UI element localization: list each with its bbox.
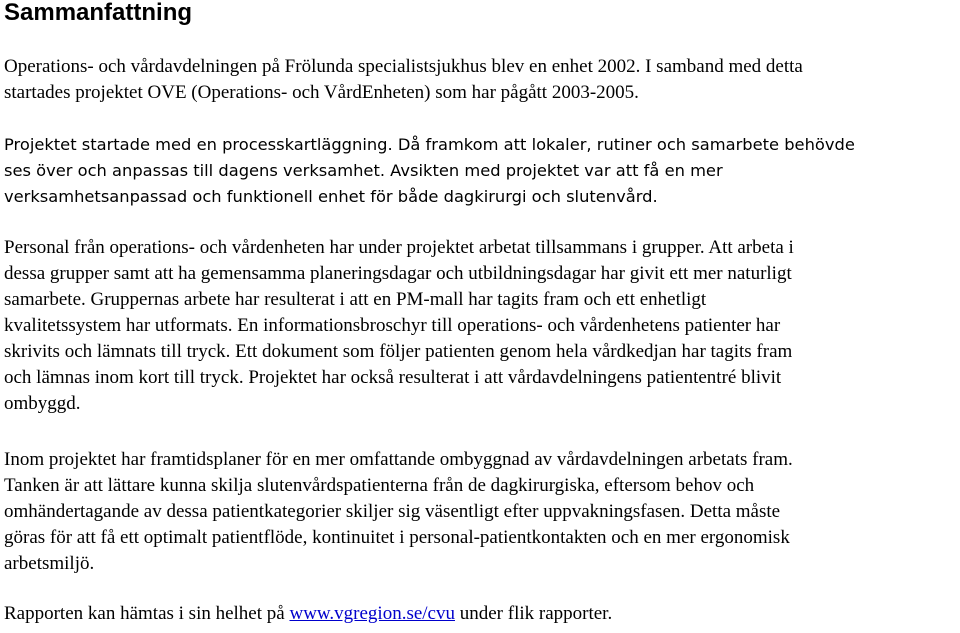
paragraph-line: skrivits och lämnats till tryck. Ett dokument som följer patienten genom hela vårdkedjan har tagits fram — [4, 341, 793, 362]
page-title: Sammanfattning — [4, 0, 193, 26]
paragraph-line: startades projektet OVE (Operations- och VårdEnheten) som har pågått 2003-2005. — [4, 82, 639, 103]
paragraph-line: dessa grupper samt att ha gemensamma planeringsdagar och utbildningsdagar har givit ett mer naturligt — [4, 263, 792, 284]
footer-paragraph — [4, 601, 956, 627]
paragraph-line: Inom projektet har framtidsplaner för en mer omfattande ombyggnad av vårdavdelningen arbetats fram. — [4, 449, 793, 470]
paragraph-2 — [4, 132, 956, 210]
footer-text-before-link: Rapporten kan hämtas i sin helhet på — [4, 603, 290, 624]
report-link[interactable]: www.vgregion.se/cvu — [289, 603, 455, 624]
paragraph-line: verksamhetsanpassad och funktionell enhet för både dagkirurgi och slutenvård. — [4, 187, 658, 206]
footer-text-after-link: under flik rapporter. — [454, 603, 613, 624]
paragraph-line: göras för att få ett optimalt patientflöde, kontinuitet i personal-patientkontakten och en mer ergonomisk — [4, 527, 790, 548]
paragraph-line: arbetsmiljö. — [4, 553, 95, 574]
paragraph-line: Personal från operations- och vårdenheten har under projektet arbetat tillsammans i grupper. Att arbeta i — [4, 237, 794, 258]
paragraph-line: Tanken är att lättare kunna skilja slutenvårdspatienterna från de dagkirurgiska, eftersom behov och — [4, 475, 755, 496]
paragraph-line: omhändertagande av dessa patientkategorier skiljer sig väsentligt efter uppvakningsfasen. Detta måste — [4, 501, 781, 522]
paragraph-line: och lämnas inom kort till tryck. Projektet har också resulterat i att vårdavdelningens patiententré blivit — [4, 367, 782, 388]
paragraph-4 — [4, 447, 956, 577]
paragraph-line: Operations- och vårdavdelningen på Frölunda specialistsjukhus blev en enhet 2002. I samband med detta — [4, 56, 803, 77]
paragraph-line: Projektet startade med en processkartläggning. Då framkom att lokaler, rutiner och samarbete behövde — [4, 135, 855, 154]
paragraph-1 — [4, 54, 956, 106]
paragraph-3 — [4, 235, 956, 417]
paragraph-line: ombyggd. — [4, 393, 81, 414]
paragraph-line: samarbete. Gruppernas arbete har resulterat i att en PM-mall har tagits fram och ett enhetligt — [4, 289, 707, 310]
footer-line — [4, 601, 956, 627]
paragraph-line: ses över och anpassas till dagens verksamhet. Avsikten med projektet var att få en mer — [4, 161, 723, 180]
paragraph-line: kvalitetssystem har utformats. En informationsbroschyr till operations- och vårdenhetens patienter har — [4, 315, 781, 336]
